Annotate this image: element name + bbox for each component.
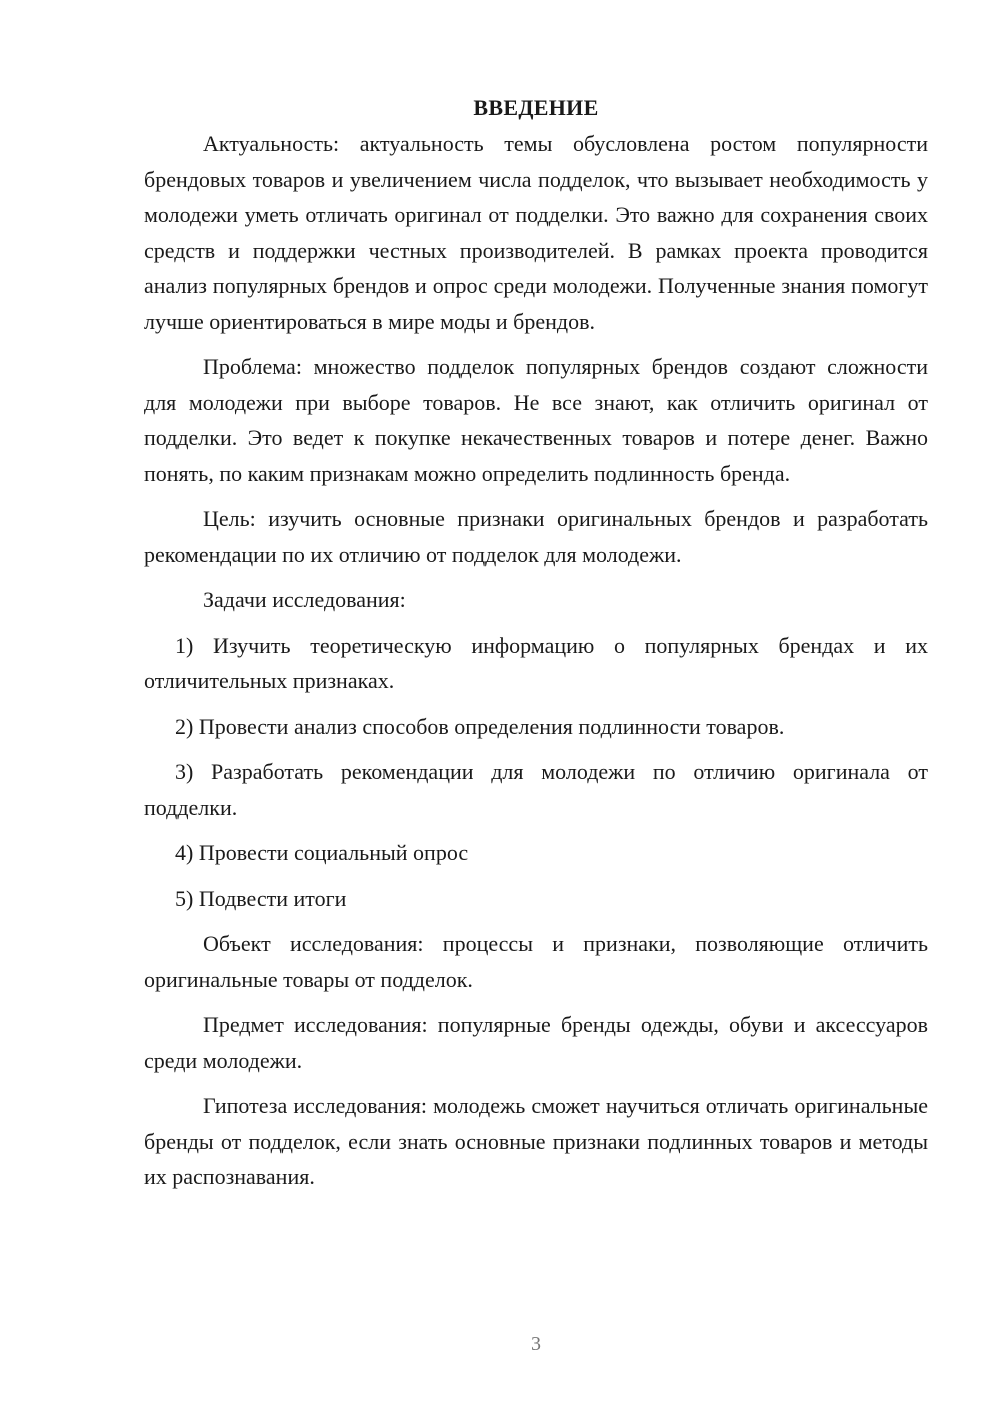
paragraph-problem: Проблема: множество подделок популярных брендов создают сложности для молодежи при выборе товаров. Не все знают, как отличить оригинал от подделки. Это ведет к покупке некачественных товаров и потере денег. Важно понять, по каким признакам можно определить подлинность бренда. (144, 354, 928, 486)
paragraph-tasks-heading: Задачи исследования: (203, 587, 406, 612)
section-title: ВВЕДЕНИЕ (473, 95, 599, 120)
paragraph-goal: Цель: изучить основные признаки оригинальных брендов и разработать рекомендации по их отличию от подделок для молодежи. (144, 506, 928, 567)
task-item-2: 2) Провести анализ способов определения подлинности товаров. (175, 713, 785, 739)
task-item-1: 1) Изучить теоретическую информацию о популярных брендах и их отличительных признаках. (144, 632, 928, 693)
page-number: 3 (531, 1333, 541, 1355)
paragraph-hypothesis: Гипотеза исследования: молодежь сможет научиться отличать оригинальные бренды от подделок, если знать основные признаки подлинных товаров и методы их распознавания. (144, 1093, 928, 1189)
task-item-5: 5) Подвести итоги (175, 885, 347, 911)
document-page (144, 92, 928, 1205)
paragraph-object: Объект исследования: процессы и признаки, позволяющие отличить оригинальные товары от подделок. (144, 931, 928, 992)
paragraph-relevance: Актуальность: актуальность темы обусловлена ростом популярности брендовых товаров и увеличением числа подделок, что вызывает необходимость у молодежи уметь отличать оригинал от подделки. Это важно для сохранения своих средств и поддержки честных производителей. В рамках проекта проводится анализ популярных брендов и опрос среди молодежи. Полученные знания помогут лучше ориентироваться в мире моды и брендов. (144, 131, 928, 334)
task-item-4: 4) Провести социальный опрос (175, 840, 469, 865)
paragraph-subject: Предмет исследования: популярные бренды одежды, обуви и аксессуаров среди молодежи. (144, 1012, 928, 1073)
task-item-3: 3) Разработать рекомендации для молодежи по отличию оригинала от подделки. (144, 759, 928, 820)
